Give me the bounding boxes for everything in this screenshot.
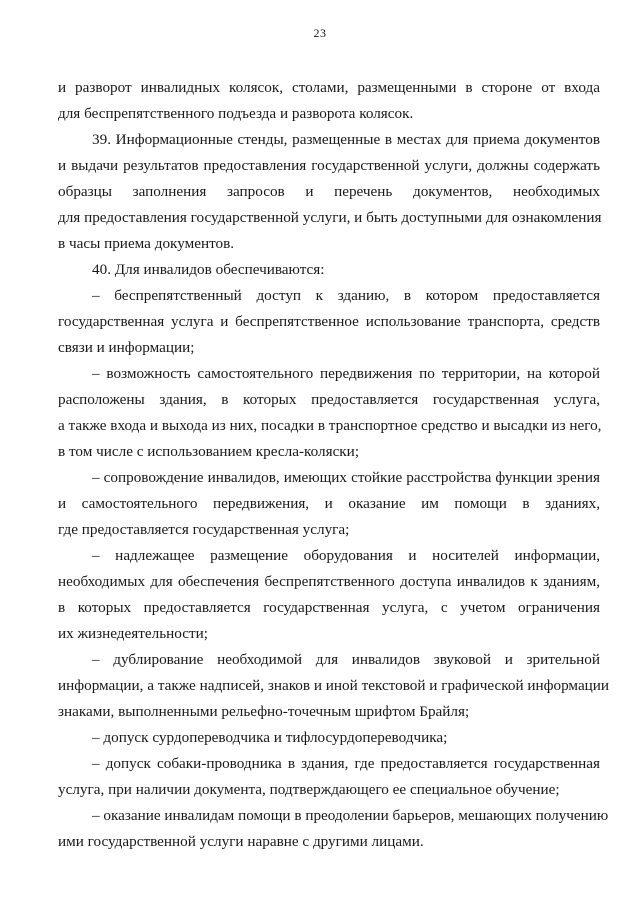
text-line: знаками, выполненными рельефно-точечным шрифтом Брайля; — [58, 703, 470, 720]
text-line: услуга, при наличии документа, подтверждающего ее специальное обучение; — [58, 781, 560, 798]
list-item-start: – возможность самостоятельного передвижения по территории, на которой — [92, 365, 600, 382]
page-number: 23 — [313, 26, 327, 40]
text-line: их жизнедеятельности; — [58, 625, 208, 642]
text-line: образцы заполнения запросов и перечень документов, необходимых — [58, 183, 600, 200]
list-item-start: – оказание инвалидам помощи в преодолении барьеров, мешающих получению — [92, 807, 609, 824]
paragraph-39-start: 39. Информационные стенды, размещенные в местах для приема документов — [92, 131, 600, 148]
paragraph-40-heading: 40. Для инвалидов обеспечиваются: — [92, 261, 325, 278]
list-item-start: – допуск сурдопереводчика и тифлосурдопереводчика; — [92, 729, 448, 746]
text-line: где предоставляется государственная услуга; — [58, 521, 350, 538]
text-line: информации, а также надписей, знаков и иной текстовой и графической информации — [58, 677, 610, 694]
text-line: а также входа и выхода из них, посадки в транспортное средство и высадки из него, — [58, 417, 602, 434]
text-line: государственная услуга и беспрепятственное использование транспорта, средств — [58, 313, 600, 330]
list-item-start: – дублирование необходимой для инвалидов звуковой и зрительной — [92, 651, 600, 668]
text-line: необходимых для обеспечения беспрепятственного доступа инвалидов к зданиям, — [58, 573, 600, 590]
text-line: расположены здания, в которых предоставляется государственная услуга, — [58, 391, 600, 408]
text-line: и выдачи результатов предоставления государственной услуги, должны содержать — [58, 157, 600, 174]
text-line: и самостоятельного передвижения, и оказание им помощи в зданиях, — [58, 495, 600, 512]
list-item-start: – сопровождение инвалидов, имеющих стойкие расстройства функции зрения — [92, 469, 600, 486]
text-line: в том числе с использованием кресла-коляски; — [58, 443, 360, 460]
text-line: и разворот инвалидных колясок, столами, размещенными в стороне от входа — [58, 79, 600, 96]
text-line: ими государственной услуги наравне с другими лицами. — [58, 833, 424, 850]
text-line: в которых предоставляется государственная услуга, с учетом ограничения — [58, 599, 600, 616]
list-item-start: – надлежащее размещение оборудования и носителей информации, — [92, 547, 600, 564]
list-item-start: – беспрепятственный доступ к зданию, в котором предоставляется — [92, 287, 600, 304]
list-item-start: – допуск собаки-проводника в здания, где предоставляется государственная — [92, 755, 600, 772]
text-line: для беспрепятственного подъезда и разворота колясок. — [58, 105, 414, 122]
text-line: в часы приема документов. — [58, 235, 235, 252]
text-line: связи и информации; — [58, 339, 195, 356]
text-line: для предоставления государственной услуги, и быть доступными для ознакомления — [58, 209, 602, 226]
